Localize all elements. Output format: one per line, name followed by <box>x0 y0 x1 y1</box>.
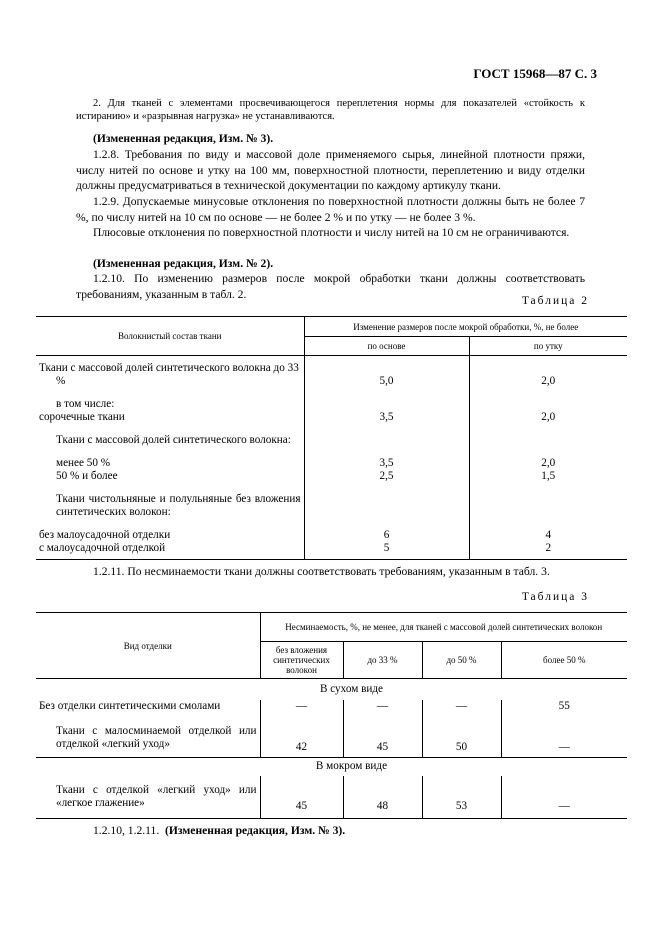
table-header: по основе <box>304 337 469 356</box>
cell-value: 2,0 <box>541 411 556 423</box>
cell-value: 42 <box>295 741 308 753</box>
row-label: без малоусадочной отделки <box>39 529 171 541</box>
row-label: менее 50 % <box>56 457 111 469</box>
clause-1-2-8: 1.2.8. Требования по виду и массовой доле применяемого сырья, линейной плотности пряжи, числу нитей по основе и утку на 100 мм, поверхностной плотности, переплетению и виду отделки должны предусматриваться в технической документации по каждому артикулу ткани. <box>76 148 585 192</box>
section-label: В мокром виде <box>315 760 388 772</box>
section-row <box>36 758 627 777</box>
table-header: Вид отделки <box>36 613 260 679</box>
page-header: ГОСТ 15968—87 С. 3 <box>473 66 597 81</box>
cell-value: 2,5 <box>379 470 394 482</box>
cell-value: 45 <box>295 800 308 812</box>
table-row <box>36 700 627 717</box>
cell-value: 4 <box>545 529 552 541</box>
note-paragraph: 2. Для тканей с элементами просвечивающегося переплетения нормы для показателей «стойкость к истиранию» и «разрывная нагрузка» не устанавливаются. <box>76 98 585 122</box>
table-row <box>36 483 627 519</box>
table-row <box>36 388 627 411</box>
table-caption: Таблица 3 <box>521 591 589 603</box>
cell-value: — <box>558 741 570 753</box>
clause-1-2-9: 1.2.9. Допускаемые минусовые отклонения по поверхностной плотности должны быть не более 7 %, по числу нитей на 10 см по основе — не более 2 % и по утку — не более 3 %. <box>76 195 585 224</box>
table-row <box>36 776 627 819</box>
table-header: Несминаемость, %, не менее, для тканей с массовой долей синтетических волокон <box>260 613 627 642</box>
table-header: до 50 % <box>422 642 501 679</box>
clause-numbers: 1.2.10, 1.2.11. <box>93 824 160 837</box>
cell-value: 55 <box>558 700 570 712</box>
table-header: Волокнистый состав ткани <box>36 317 304 356</box>
cell-value: 2 <box>545 542 552 554</box>
cell-value: — <box>558 800 570 812</box>
cell-value: 45 <box>376 741 389 753</box>
row-label: Ткани с отделкой «легкий уход» или «легкое глажение» <box>56 784 257 809</box>
amendment-footer <box>76 823 585 839</box>
table-header: Изменение размеров после мокрой обработки, %, не более <box>304 317 627 337</box>
table-row <box>36 519 627 542</box>
cell-value: 3,5 <box>379 411 394 423</box>
clause-1-2-10: 1.2.10. По изменению размеров после мокрой обработки ткани должны соответствовать требованиям, указанным в табл. 2. <box>76 272 585 301</box>
table-caption: Таблица 2 <box>521 295 589 307</box>
amendment-note: (Измененная редакция, Изм. № 3). <box>165 824 346 837</box>
amendment-note: (Измененная редакция, Изм. № 2). <box>93 257 274 270</box>
table-row <box>36 356 627 389</box>
table-row <box>36 717 627 758</box>
table-header: более 50 % <box>501 642 627 679</box>
cell-value: 53 <box>455 800 468 812</box>
cell-value: 2,0 <box>541 457 556 469</box>
table-row <box>36 424 627 447</box>
cell-value: 5 <box>383 542 390 554</box>
table-header: без вложения синтетических волокон <box>260 642 343 679</box>
row-label: Ткани чистольняные и полульняные без вложения синтетических волокон: <box>56 493 301 518</box>
clause-1-2-11: 1.2.11. По несминаемости ткани должны соответствовать требованиям, указанным в табл. 3. <box>93 565 550 578</box>
section-row <box>36 679 627 701</box>
row-label: сорочечные ткани <box>39 411 125 423</box>
table-header: до 33 % <box>343 642 422 679</box>
table-3 <box>36 612 627 819</box>
cell-value: 50 <box>455 741 468 753</box>
table-row <box>36 542 627 560</box>
table-header: по утку <box>469 337 627 356</box>
row-label: Без отделки синтетическими смолами <box>39 700 221 712</box>
row-label: Ткани с малосминаемой отделкой или отделкой «легкий уход» <box>56 725 257 750</box>
row-label: Ткани с массовой долей синтетического волокна: <box>56 434 291 446</box>
amendment-note: (Измененная редакция, Изм. № 3). <box>93 132 274 145</box>
row-label: в том числе: <box>56 398 115 410</box>
cell-value: 6 <box>383 529 390 541</box>
plus-deviation-paragraph: Плюсовые отклонения по поверхностной плотности и числу нитей на 10 см не ограничиваются. <box>93 226 570 239</box>
table-row <box>36 447 627 470</box>
table-2 <box>36 316 627 560</box>
row-label: с малоусадочной отделкой <box>39 542 166 554</box>
section-label: В сухом виде <box>319 683 384 695</box>
cell-value: 5,0 <box>379 375 394 387</box>
cell-value: — <box>455 700 468 712</box>
cell-value: 3,5 <box>379 457 394 469</box>
table-row <box>36 411 627 424</box>
cell-value: 1,5 <box>541 470 556 482</box>
cell-value: — <box>376 700 389 712</box>
cell-value: — <box>295 700 308 712</box>
row-label: Ткани с массовой долей синтетического волокна до 33 % <box>39 362 299 387</box>
table-row <box>36 470 627 483</box>
cell-value: 2,0 <box>541 375 556 387</box>
cell-value: 48 <box>376 800 389 812</box>
row-label: 50 % и более <box>56 470 118 482</box>
